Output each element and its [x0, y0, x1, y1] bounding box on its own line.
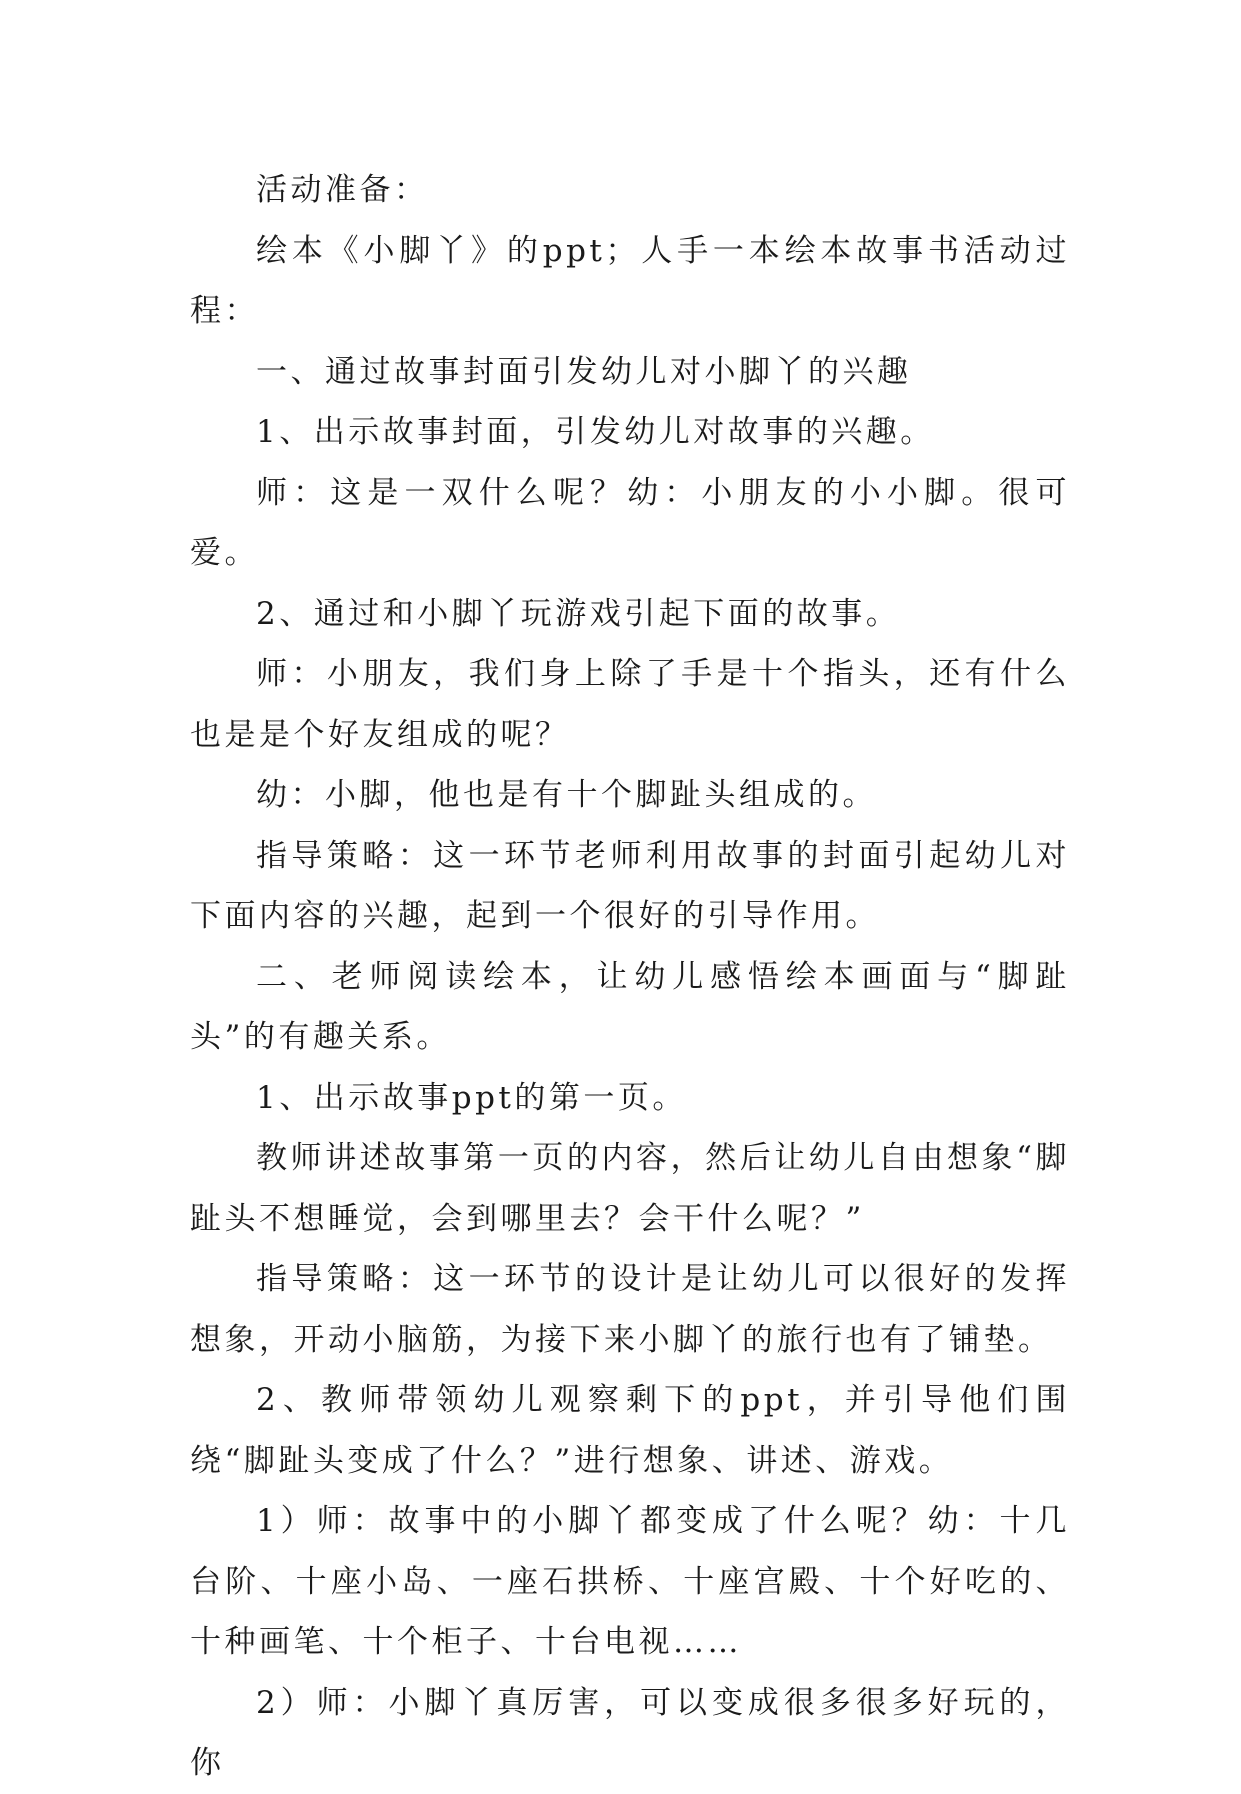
document-body: [190, 160, 1070, 1794]
paragraph-step-2-2: 2、教师带领幼儿观察剩下的ppt，并引导他们围绕“脚趾头变成了什么？”进行想象、讲述、游戏。: [190, 1382, 1070, 1479]
paragraph-step-1-2: 2、通过和小脚丫玩游戏引起下面的故事。: [256, 595, 901, 632]
section-heading-2: 二、老师阅读绘本，让幼儿感悟绘本画面与“脚趾头”的有趣关系。: [190, 958, 1070, 1055]
paragraph-sub-step-1: 1）师：故事中的小脚丫都变成了什么呢？幼：十几台阶、十座小岛、一座石拱桥、十座宫殿、十个好吃的、十种画笔、十个柜子、十台电视……: [190, 1503, 1070, 1660]
paragraph-teacher-narration: 教师讲述故事第一页的内容，然后让幼儿自由想象“脚趾头不想睡觉，会到哪里去？会干什么呢？”: [190, 1140, 1070, 1237]
paragraph-materials: 绘本《小脚丫》的ppt；人手一本绘本故事书活动过程：: [190, 232, 1070, 329]
paragraph-strategy-2: 指导策略：这一环节的设计是让幼儿可以很好的发挥想象，开动小脑筋，为接下来小脚丫的旅行也有了铺垫。: [190, 1261, 1070, 1358]
paragraph-strategy-1: 指导策略：这一环节老师利用故事的封面引起幼儿对下面内容的兴趣，起到一个很好的引导作用。: [190, 837, 1070, 934]
paragraph-activity-prep: 活动准备：: [256, 172, 429, 208]
paragraph-step-2-1: 1、出示故事ppt的第一页。: [256, 1079, 687, 1116]
paragraph-step-1-1: 1、出示故事封面，引发幼儿对故事的兴趣。: [256, 414, 935, 450]
paragraph-sub-step-2: 2）师：小脚丫真厉害，可以变成很多很多好玩的，你: [190, 1684, 1070, 1781]
paragraph-dialogue-2: 师：小朋友，我们身上除了手是十个指头，还有什么也是是个好友组成的呢？: [190, 656, 1070, 753]
paragraph-dialogue-3: 幼：小脚，他也是有十个脚趾头组成的。: [256, 777, 877, 813]
paragraph-dialogue-1: 师：这是一双什么呢？幼：小朋友的小小脚。很可爱。: [190, 474, 1070, 571]
section-heading-1: 一、通过故事封面引发幼儿对小脚丫的兴趣: [256, 353, 912, 390]
